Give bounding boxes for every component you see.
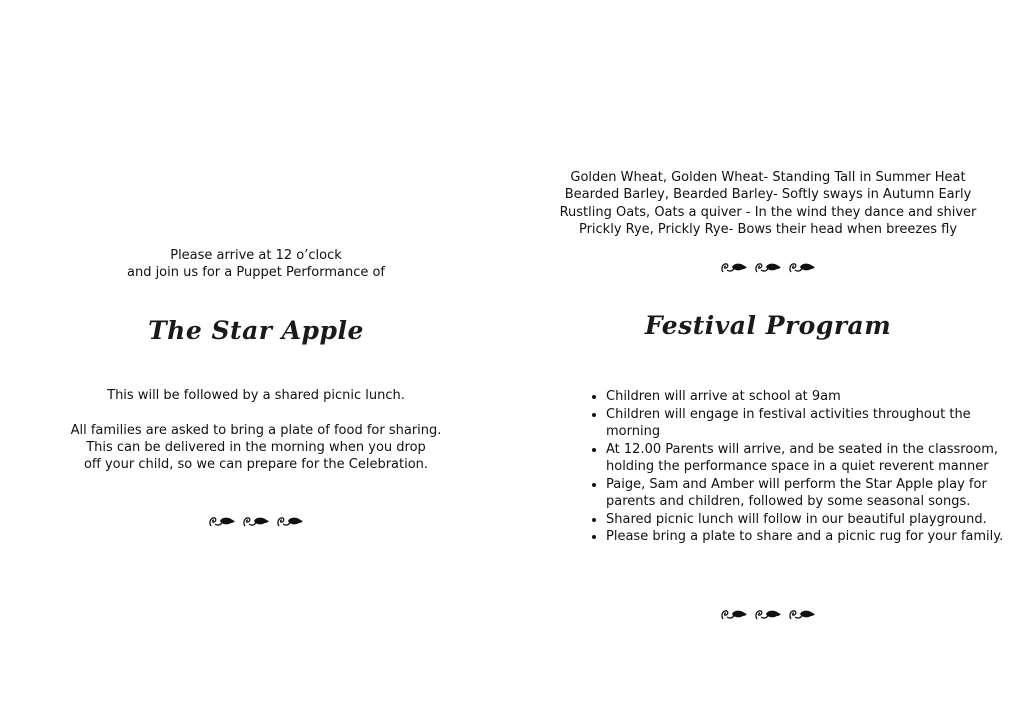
families-line-1: All families are asked to bring a plate of food for sharing.	[70, 423, 442, 438]
poem-line-3: Rustling Oats, Oats a quiver - In the wind they dance and shiver	[559, 205, 977, 220]
list-item: • At 12.00 Parents will arrive, and be seated in the classroom, holding the performance space in a quiet reverent manner	[606, 441, 1024, 476]
fleuron-icon	[754, 606, 782, 622]
intro-line-2: and join us for a Puppet Performance of	[126, 265, 385, 280]
list-item: • Children will engage in festival activities throughout the morning	[606, 406, 1024, 441]
poem-line-1: Golden Wheat, Golden Wheat- Standing Tall in Summer Heat	[570, 170, 966, 185]
list-item: • Paige, Sam and Amber will perform the Star Apple play for parents and children, followed by some seasonal songs.	[606, 476, 1024, 511]
play-title: The Star Apple	[148, 316, 364, 345]
families-line-2: This can be delivered in the morning when you drop	[86, 440, 426, 455]
list-item: • Shared picnic lunch will follow in our beautiful playground.	[606, 511, 1024, 529]
program-list	[582, 388, 1024, 546]
right-page	[512, 0, 1024, 724]
picnic-followup-text: This will be followed by a shared picnic lunch.	[107, 388, 405, 403]
fleuron-icon	[276, 513, 304, 529]
list-item: • Children will arrive at school at 9am	[606, 388, 1024, 406]
fleuron-icon	[208, 513, 236, 529]
fleuron-icon	[720, 606, 748, 622]
list-item: • Please bring a plate to share and a picnic rug for your family.	[606, 528, 1024, 546]
fleuron-icon	[242, 513, 270, 529]
ornament-divider	[0, 513, 512, 529]
poem-line-2: Bearded Barley, Bearded Barley- Softly sways in Autumn Early	[564, 187, 972, 202]
families-line-3: off your child, so we can prepare for the Celebration.	[83, 457, 429, 472]
ornament-divider	[512, 259, 1024, 275]
fleuron-icon	[720, 259, 748, 275]
program-title: Festival Program	[644, 311, 892, 340]
intro-line-1: Please arrive at 12 o’clock	[170, 248, 342, 263]
fleuron-icon	[788, 606, 816, 622]
ornament-divider	[512, 606, 1024, 622]
fleuron-icon	[788, 259, 816, 275]
fleuron-icon	[754, 259, 782, 275]
poem-line-4: Prickly Rye, Prickly Rye- Bows their head when breezes fly	[578, 222, 958, 237]
